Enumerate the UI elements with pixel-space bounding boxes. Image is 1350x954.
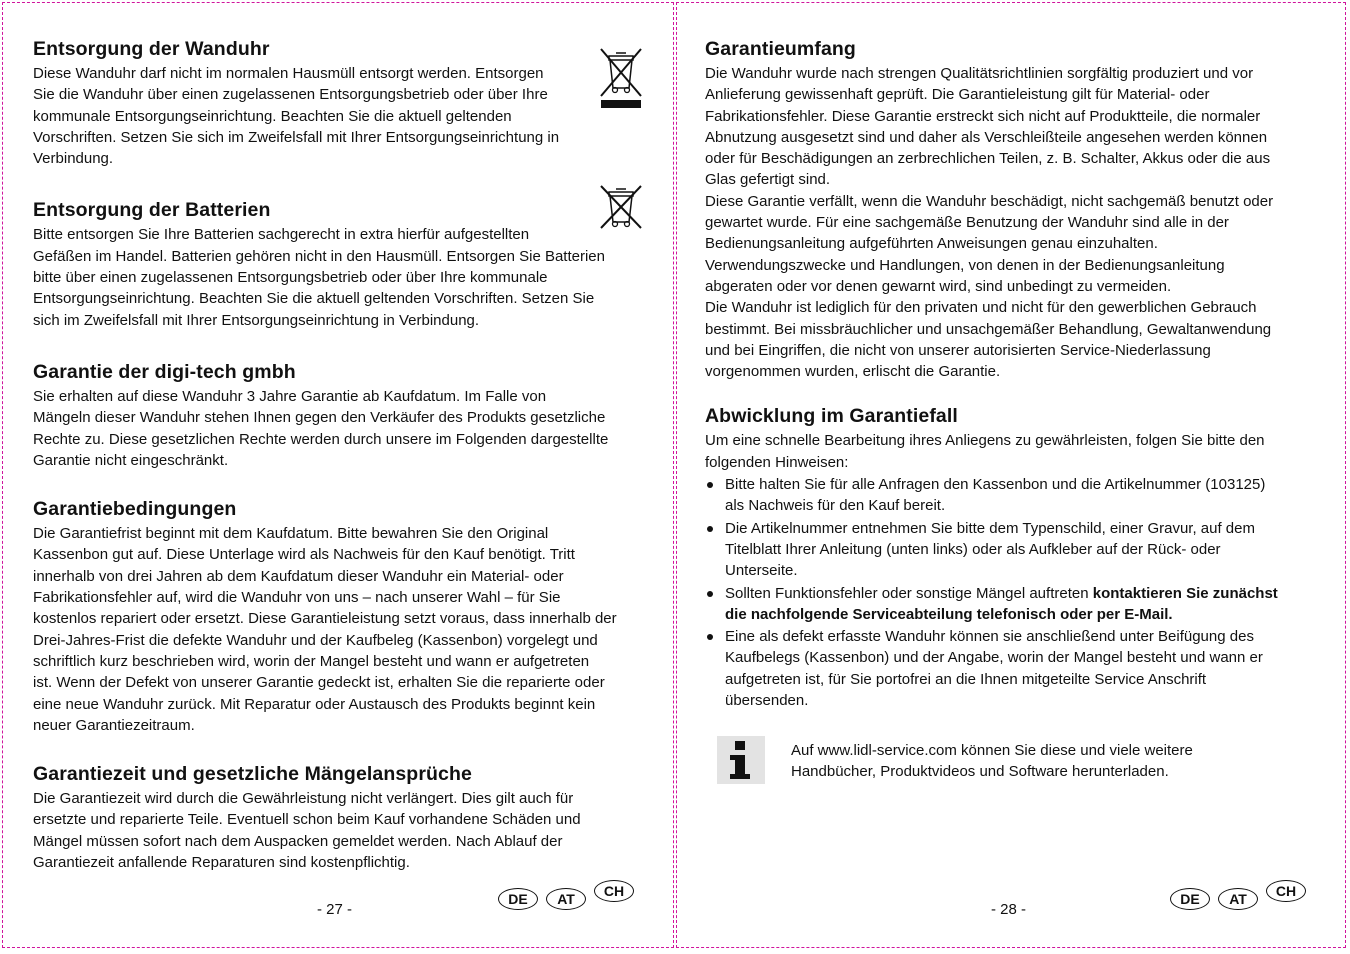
- country-badges: [1170, 883, 1306, 910]
- country-badge-at: AT: [1218, 888, 1258, 910]
- section-heading: Abwicklung im Garantiefall: [705, 405, 958, 428]
- emphasis: die nachfolgende Serviceabteilung telefonisch oder per E-Mail.: [725, 605, 1173, 623]
- page-27: [2, 2, 674, 948]
- section-garantie-digitech: [33, 359, 645, 471]
- section-heading: Entsorgung der Batterien: [33, 199, 271, 222]
- section-body: Sie erhalten auf diese Wanduhr 3 Jahre Garantie ab Kaufdatum. Im Falle von Mängeln dieser Wanduhr stehen Ihnen gegen den Verkäufer des Produkts gesetzliche Rechte zu. Diese gesetzlichen Rechte werden durch unsere im Folgenden dargestellte Garantie nicht eingeschränkt.: [33, 387, 609, 469]
- list-item: Die Artikelnummer entnehmen Sie bitte dem Typenschild, einer Gravur, auf dem Titelblatt Ihrer Anleitung (unten links) oder als Aufkleber auf der Rück- oder Unterseite.: [705, 518, 1315, 582]
- country-badges: [498, 883, 634, 910]
- country-badge-ch: CH: [594, 880, 634, 902]
- section-heading: Garantiezeit und gesetzliche Mängelansprüche: [33, 763, 472, 786]
- section-body: Die Wanduhr wurde nach strengen Qualitätsrichtlinien sorgfältig produziert und vor Anlieferung gewissenhaft geprüft. Die Garantieleistung gilt für Material- oder Fabrikationsfehler. Diese Garantie erstreckt sich nicht auf Produktteile, die normaler Abnutzung ausgesetzt sind und daher als Verschleißteile angesehen werden können oder für Beschädigungen an zerbrechlichen Teilen, z. B. Schalter, Akkus oder die aus Glas gefertigt sind. Diese Garantie verfällt, wenn die Wanduhr beschädigt, nicht sachgemäß benutzt oder gewartet wurde. Für eine sachgemäße Benutzung der Wanduhr sind alle in der Bedienungsanleitung aufgeführten Anweisungen genau einzuhalten. Verwendungszwecke und Handlungen, von denen in der Bedienungsanleitung abgeraten oder vor denen gewarnt wird, sind unbedingt zu vermeiden. Die Wanduhr ist lediglich für den privaten und nicht für den gewerblichen Gebrauch bestimmt. Bei missbräuchlicher und unsachgemäßer Behandlung, Gewaltanwendung und bei Eingriffen, die nicht von unserer autorisierten Service-Niederlassung vorgenommen wurden, erlischt die Garantie.: [705, 65, 1274, 381]
- section-abwicklung: [705, 403, 1315, 711]
- left-column: [33, 36, 645, 893]
- list-item: Bitte halten Sie für alle Anfragen den Kassenbon und die Artikelnummer (103125) als Nachweis für den Kauf bereit.: [705, 474, 1315, 517]
- section-garantiebedingungen: [33, 496, 645, 736]
- list-item: Eine als defekt erfasste Wanduhr können sie anschließend unter Beifügung des Kaufbelegs (Kassenbon) und der Angabe, worin der Mangel besteht und wann er aufgetreten ist, für Sie portofrei an die Ihnen mitgeteilte Service Anschrift übersenden.: [705, 626, 1315, 711]
- country-badge-at: AT: [546, 888, 586, 910]
- info-note: [717, 736, 1277, 788]
- section-entsorgung-wanduhr: [33, 36, 645, 169]
- section-body: Die Garantiefrist beginnt mit dem Kaufdatum. Bitte bewahren Sie den Original Kassenbon gut auf. Diese Unterlage wird als Nachweis für den Kauf benötigt. Tritt innerhalb von drei Jahren ab dem Kaufdatum dieser Wanduhr ein Material- oder Fabrikationsfehler auf, wird die Wanduhr von uns – nach unserer Wahl – für Sie kostenlos repariert oder ersetzt. Diese Garantieleistung setzt voraus, dass innerhalb der Drei-Jahres-Frist die defekte Wanduhr und der Kaufbeleg (Kassenbon) vorgelegt und schriftlich kurz beschrieben wird, worin der Mangel besteht und wann er aufgetreten ist. Wenn der Defekt von unserer Garantie gedeckt ist, erhalten Sie die reparierte oder eine neue Wanduhr zurück. Mit Reparatur oder Austausch des Produkts beginnt kein neuer Garantiezeitraum.: [33, 525, 617, 734]
- section-body: Um eine schnelle Bearbeitung ihres Anliegens zu gewährleisten, folgen Sie bitte den folgenden Hinweisen:: [705, 432, 1265, 471]
- country-badge-de: DE: [1170, 888, 1210, 910]
- info-icon: [717, 736, 765, 784]
- page-28: [676, 2, 1346, 948]
- emphasis: kontaktieren Sie zunächst: [1092, 584, 1278, 602]
- bullet-list: [705, 474, 1315, 711]
- list-item: Sollten Funktionsfehler oder sonstige Mängel auftreten kontaktieren Sie zunächst die nachfolgende Serviceabteilung telefonisch oder per E-Mail.: [705, 583, 1315, 626]
- section-garantieumfang: [705, 36, 1315, 382]
- section-body: Diese Wanduhr darf nicht im normalen Hausmüll entsorgt werden. Entsorgen Sie die Wanduhr über einen zugelassenen Entsorgungsbetrieb oder über Ihre kommunale Entsorgungseinrichtung. Beachten Sie die aktuell geltenden Vorschriften. Setzen Sie sich im Zweifelsfall mit Ihrer Entsorgungseinrichtung in Verbindung.: [33, 65, 560, 168]
- section-heading: Entsorgung der Wanduhr: [33, 38, 270, 60]
- section-entsorgung-batterien: [33, 197, 645, 330]
- section-garantiezeit: [33, 761, 645, 873]
- country-badge-de: DE: [498, 888, 538, 910]
- section-heading: Garantie der digi-tech gmbh: [33, 360, 296, 383]
- section-heading: Garantieumfang: [705, 38, 856, 60]
- info-text: Auf www.lidl-service.com können Sie diese und viele weitere Handbücher, Produktvideos und Software herunterladen.: [791, 742, 1193, 781]
- section-heading: Garantiebedingungen: [33, 498, 237, 521]
- country-badge-ch: CH: [1266, 880, 1306, 902]
- page-number: - 27 -: [317, 901, 353, 918]
- section-body: Die Garantiezeit wird durch die Gewährleistung nicht verlängert. Dies gilt auch für ersetzte und reparierte Teile. Eventuell schon beim Kauf vorhandene Schäden und Mängel müssen sofort nach dem Auspacken gemeldet werden. Nach Ablauf der Garantiezeit anfallende Reparaturen sind kostenpflichtig.: [33, 790, 581, 872]
- section-body: Bitte entsorgen Sie Ihre Batterien sachgerecht in extra hierfür aufgestellten Gefäßen im Handel. Batterien gehören nicht in den Hausmüll. Entsorgen Sie Batterien bitte über einen zugelassenen Entsorgungsbetrieb oder über Ihre kommunale Entsorgungseinrichtung. Beachten Sie die aktuell geltenden Vorschriften. Setzen Sie sich im Zweifelsfall mit Ihrer Entsorgungseinrichtung in Verbindung.: [33, 226, 605, 329]
- page-number: - 28 -: [991, 901, 1027, 918]
- right-column: [705, 36, 1315, 731]
